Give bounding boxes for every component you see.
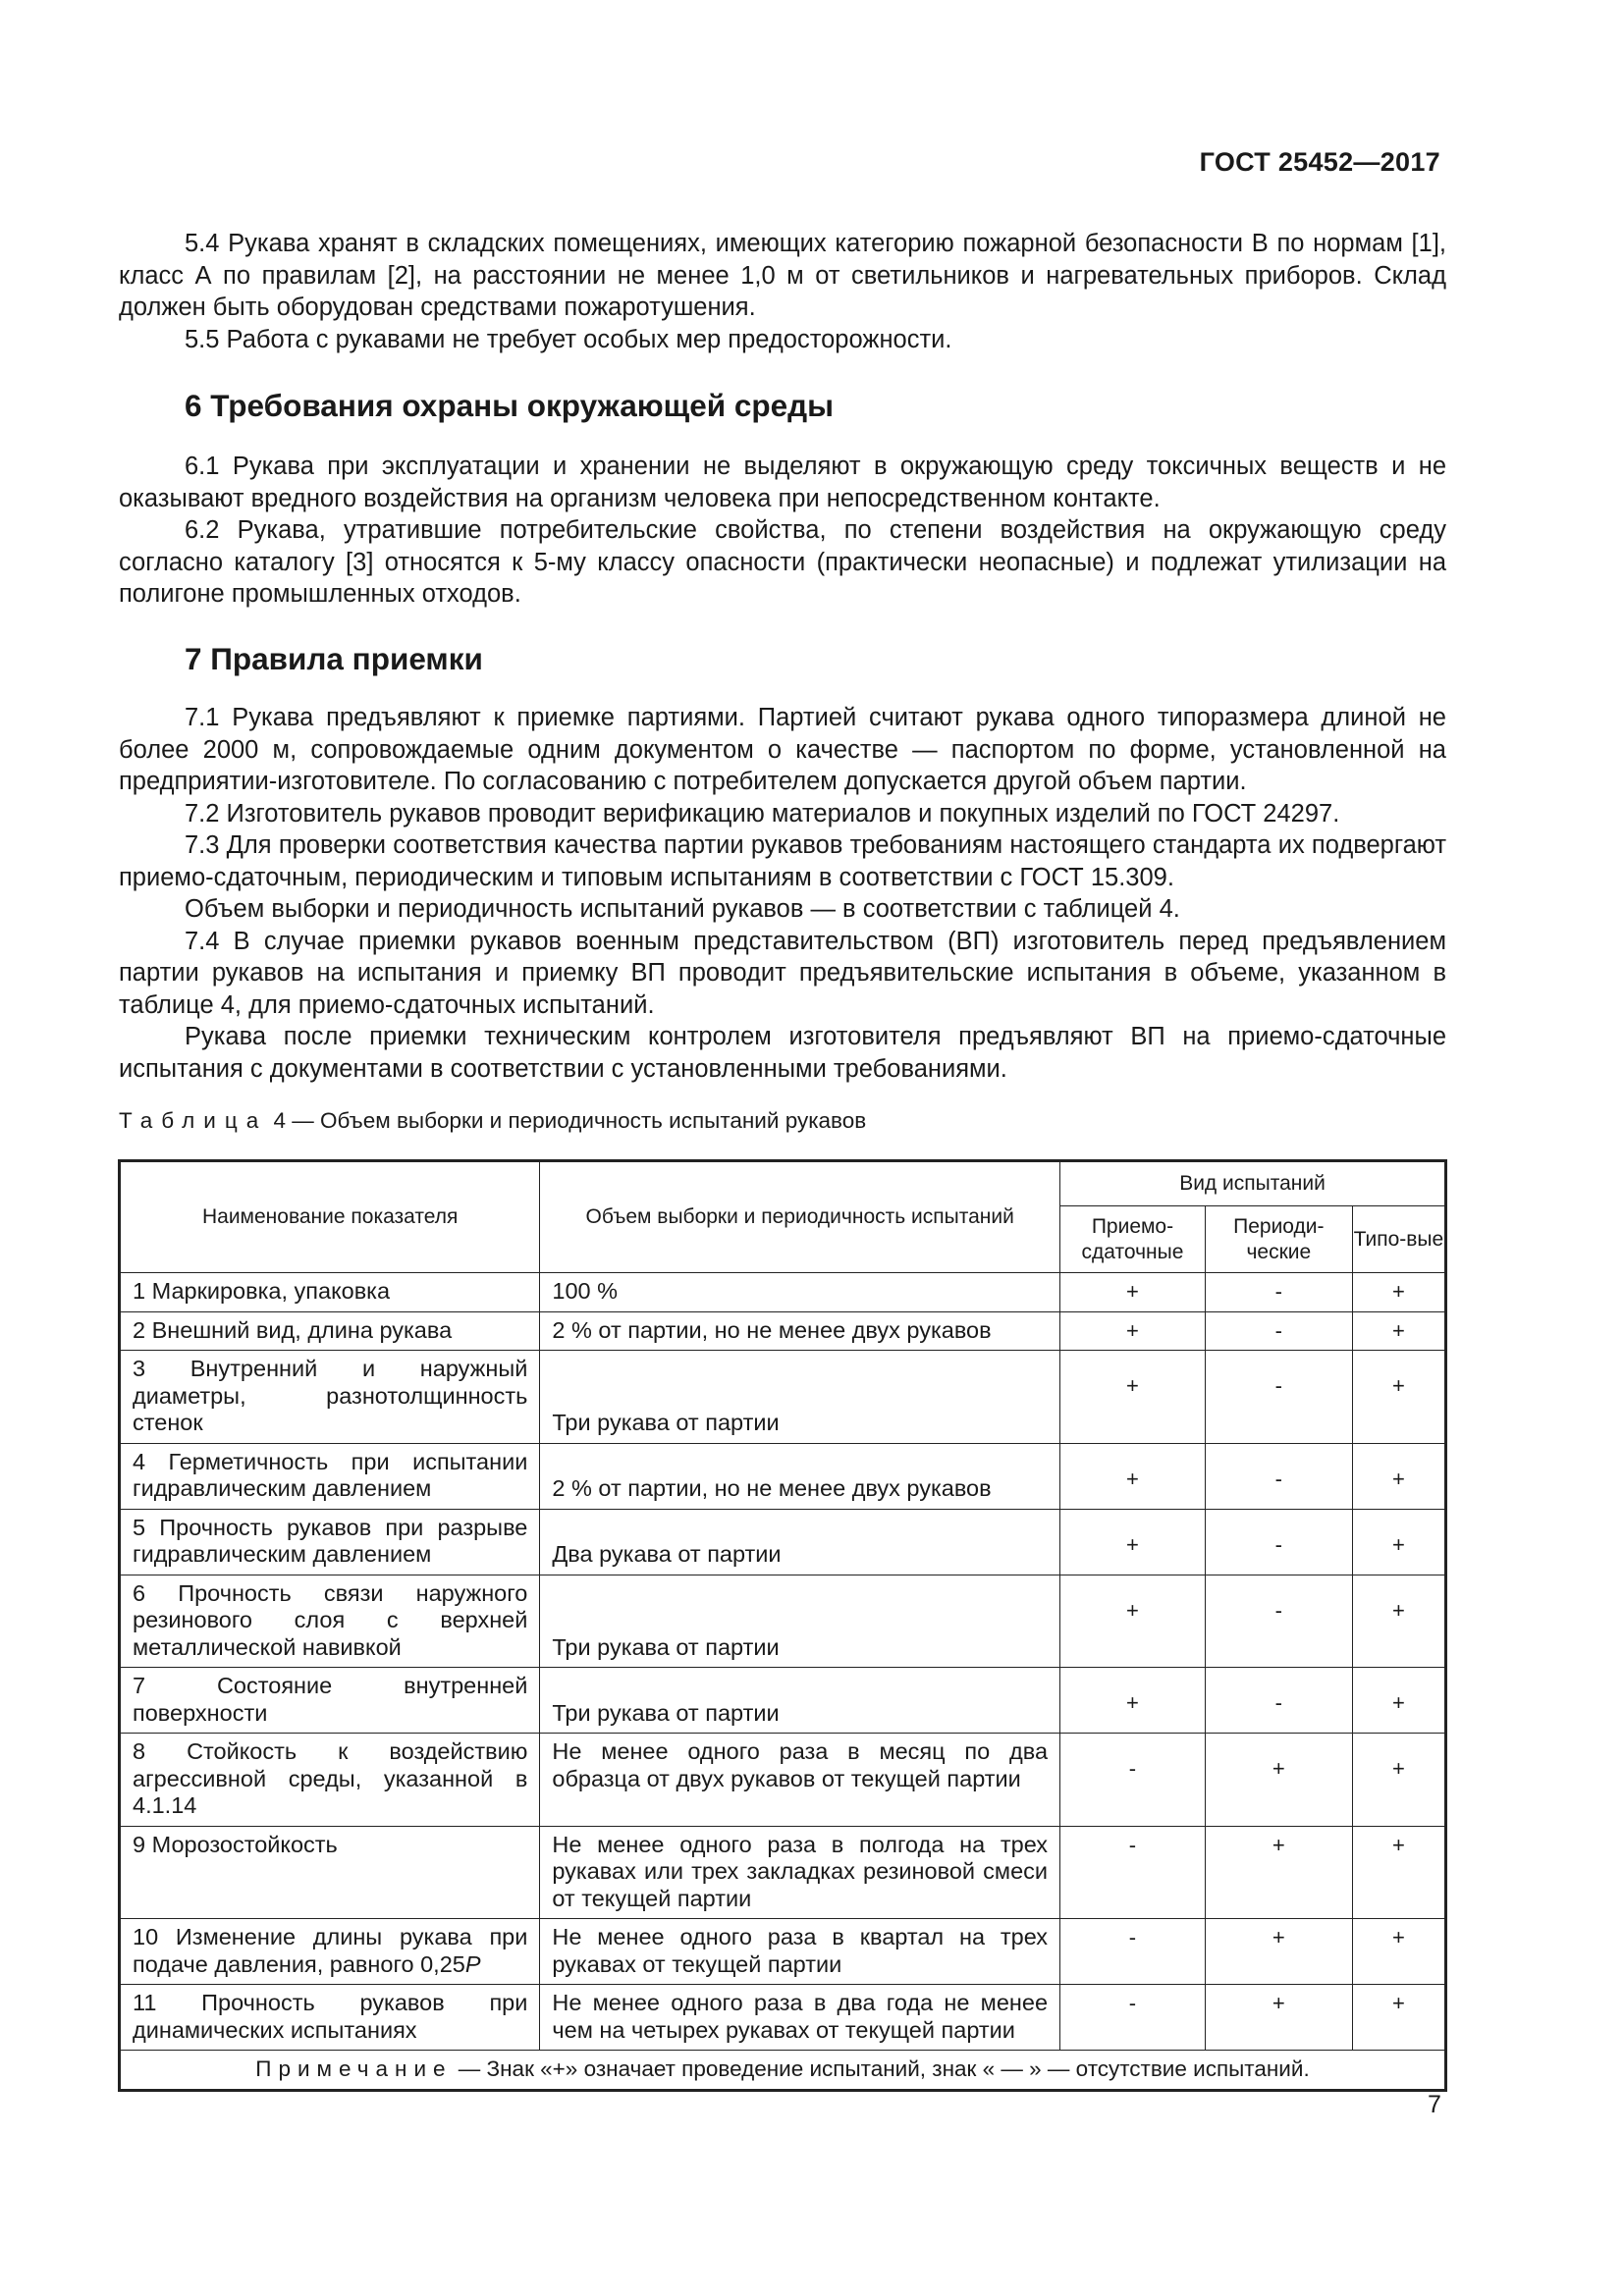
table-row xyxy=(120,1734,1446,1827)
row-sample: Не менее одного раза в два года не менее чем на четырех рукавах от текущей партии xyxy=(540,1985,1060,2051)
row-name: 9 Морозостойкость xyxy=(120,1826,540,1919)
note-word: Примечание xyxy=(255,2056,453,2081)
paragraph-7-1: 7.1 Рукава предъявляют к приемке партиями. Партией считают рукава одного типоразмера длиной не более 2000 м, сопровождаемые одним документом о качестве — паспортом по форме, установленной на предприятии-изготовителе. По согласованию с потребителем допускается другой объем партии. xyxy=(119,704,1446,795)
row-type: + xyxy=(1352,1826,1445,1919)
paragraph-5-4: 5.4 Рукава хранят в складских помещениях, имеющих категорию пожарной безопасности В по нормам [1], класс А по правилам [2], на расстоянии не менее 1,0 м от светильников и нагревательных приборов. Склад должен быть оборудован средствами пожаротушения. xyxy=(119,230,1446,321)
row-type: + xyxy=(1352,1919,1445,1985)
row-name: 4 Герметичность при испытании гидравлическим давлением xyxy=(120,1443,540,1509)
row-periodic: - xyxy=(1205,1509,1352,1575)
row-acceptance: + xyxy=(1060,1351,1206,1444)
document-code: ГОСТ 25452—2017 xyxy=(1199,147,1440,177)
row-type: + xyxy=(1352,1509,1445,1575)
row-type: + xyxy=(1352,1734,1445,1827)
row-sample: Два рукава от партии xyxy=(540,1509,1060,1575)
section-7-text xyxy=(119,702,1446,1085)
paragraph-7-4: 7.4 В случае приемки рукавов военным представительством (ВП) изготовитель перед предъявлением партии рукавов на испытания и приемку ВП проводит предъявительские испытания в объеме, указанном в таблице 4, для приемо-сдаточных испытаний. xyxy=(119,927,1446,1019)
note-text: — Знак «+» означает проведение испытаний, знак « — » — отсутствие испытаний. xyxy=(452,2056,1310,2081)
header-test-kind: Вид испытаний xyxy=(1060,1161,1446,1206)
table-note-row xyxy=(120,2051,1446,2091)
table-row xyxy=(120,1351,1446,1444)
paragraph-7-3: 7.3 Для проверки соответствия качества партии рукавов требованиям настоящего стандарта их подвергают приемо-сдаточным, периодическим и типовым испытаниям в соответствии с ГОСТ 15.309. xyxy=(119,831,1446,891)
paragraph-6-1: 6.1 Рукава при эксплуатации и хранении не выделяют в окружающую среду токсичных веществ и не оказывают вредного воздействия на организм человека при непосредственном контакте. xyxy=(119,453,1446,512)
paragraph-7-2: 7.2 Изготовитель рукавов проводит верификацию материалов и покупных изделий по ГОСТ 24297. xyxy=(185,799,1340,828)
row-type: + xyxy=(1352,1273,1445,1312)
row-periodic: + xyxy=(1205,1826,1352,1919)
row-name: 5 Прочность рукавов при разрыве гидравлическим давлением xyxy=(120,1509,540,1575)
row-acceptance: + xyxy=(1060,1311,1206,1351)
page-number: 7 xyxy=(1428,2091,1441,2118)
row-name: 6 Прочность связи наружного резинового слоя с верхней металлической навивкой xyxy=(120,1575,540,1668)
row-sample: Три рукава от партии xyxy=(540,1668,1060,1734)
header-type: Типо-вые xyxy=(1352,1206,1445,1273)
table-row xyxy=(120,1826,1446,1919)
row-name xyxy=(120,1919,540,1985)
row-sample: Три рукава от партии xyxy=(540,1575,1060,1668)
header-name: Наименование показателя xyxy=(120,1161,540,1273)
row-sample: 2 % от партии, но не менее двух рукавов xyxy=(540,1311,1060,1351)
section-6-text xyxy=(119,451,1446,611)
header-periodic: Периоди-ческие xyxy=(1205,1206,1352,1273)
row-periodic: + xyxy=(1205,1985,1352,2051)
row-periodic: - xyxy=(1205,1273,1352,1312)
table-row xyxy=(120,1985,1446,2051)
row-name: 7 Состояние внутренней поверхности xyxy=(120,1668,540,1734)
table-row xyxy=(120,1273,1446,1312)
row-name: 8 Стойкость к воздействию агрессивной среды, указанной в 4.1.14 xyxy=(120,1734,540,1827)
row-acceptance: + xyxy=(1060,1509,1206,1575)
row-name: 11 Прочность рукавов при динамических испытаниях xyxy=(120,1985,540,2051)
table-row xyxy=(120,1668,1446,1734)
row-periodic: + xyxy=(1205,1734,1352,1827)
table-row xyxy=(120,1575,1446,1668)
row-sample: Не менее одного раза в квартал на трех рукавах от текущей партии xyxy=(540,1919,1060,1985)
pressure-symbol: P xyxy=(464,1950,481,1977)
paragraph-7-3-table-ref: Объем выборки и периодичность испытаний рукавов — в соответствии с таблицей 4. xyxy=(185,895,1180,923)
row-acceptance: - xyxy=(1060,1985,1206,2051)
row-periodic: - xyxy=(1205,1351,1352,1444)
row-sample: 2 % от партии, но не менее двух рукавов xyxy=(540,1443,1060,1509)
row-acceptance: - xyxy=(1060,1919,1206,1985)
paragraph-7-4-continued: Рукава после приемки техническим контролем изготовителя предъявляют ВП на приемо-сдаточные испытания с документами в соответствии с установленными требованиями. xyxy=(119,1023,1446,1083)
section-5-text xyxy=(119,228,1446,355)
row-name: 1 Маркировка, упаковка xyxy=(120,1273,540,1312)
header-sample: Объем выборки и периодичность испытаний xyxy=(540,1161,1060,1273)
section-7-heading: 7 Правила приемки xyxy=(185,641,483,676)
row-type: + xyxy=(1352,1575,1445,1668)
row-periodic: - xyxy=(1205,1668,1352,1734)
row-sample: Не менее одного раза в месяц по два образца от двух рукавов от текущей партии xyxy=(540,1734,1060,1827)
row-acceptance: - xyxy=(1060,1826,1206,1919)
row-periodic: - xyxy=(1205,1311,1352,1351)
header-acceptance: Приемо-сдаточные xyxy=(1060,1206,1206,1273)
row-acceptance: + xyxy=(1060,1443,1206,1509)
row-acceptance: + xyxy=(1060,1273,1206,1312)
paragraph-6-2: 6.2 Рукава, утратившие потребительские свойства, по степени воздействия на окружающую среду согласно каталогу [3] относятся к 5-му классу опасности (практически неопасные) и подлежат утилизации на полигоне промышленных отходов. xyxy=(119,516,1446,608)
row-sample: Три рукава от партии xyxy=(540,1351,1060,1444)
row-periodic: - xyxy=(1205,1443,1352,1509)
row-name: 2 Внешний вид, длина рукава xyxy=(120,1311,540,1351)
row-periodic: + xyxy=(1205,1919,1352,1985)
table-4 xyxy=(118,1159,1447,2092)
table-row xyxy=(120,1443,1446,1509)
table-caption-word: Таблица xyxy=(119,1108,268,1133)
table-caption-text: 4 — Объем выборки и периодичность испытаний рукавов xyxy=(267,1108,867,1133)
row-type: + xyxy=(1352,1985,1445,2051)
row-acceptance: + xyxy=(1060,1575,1206,1668)
row-periodic: - xyxy=(1205,1575,1352,1668)
section-6-heading: 6 Требования охраны окружающей среды xyxy=(185,388,835,423)
row-name-text: 10 Изменение длины рукава при подаче давления, равного 0,25 xyxy=(133,1924,528,1977)
row-type: + xyxy=(1352,1351,1445,1444)
table-note xyxy=(120,2051,1446,2091)
row-type: + xyxy=(1352,1311,1445,1351)
row-acceptance: - xyxy=(1060,1734,1206,1827)
row-name: 3 Внутренний и наружный диаметры, разнотолщинность стенок xyxy=(120,1351,540,1444)
row-acceptance: + xyxy=(1060,1668,1206,1734)
row-type: + xyxy=(1352,1443,1445,1509)
table-4-caption xyxy=(119,1106,866,1136)
table-row xyxy=(120,1509,1446,1575)
row-type: + xyxy=(1352,1668,1445,1734)
row-sample: Не менее одного раза в полгода на трех рукавах или трех закладках резиновой смеси от текущей партии xyxy=(540,1826,1060,1919)
table-row xyxy=(120,1311,1446,1351)
row-sample: 100 % xyxy=(540,1273,1060,1312)
paragraph-5-5: 5.5 Работа с рукавами не требует особых мер предосторожности. xyxy=(185,325,952,353)
table-row xyxy=(120,1919,1446,1985)
